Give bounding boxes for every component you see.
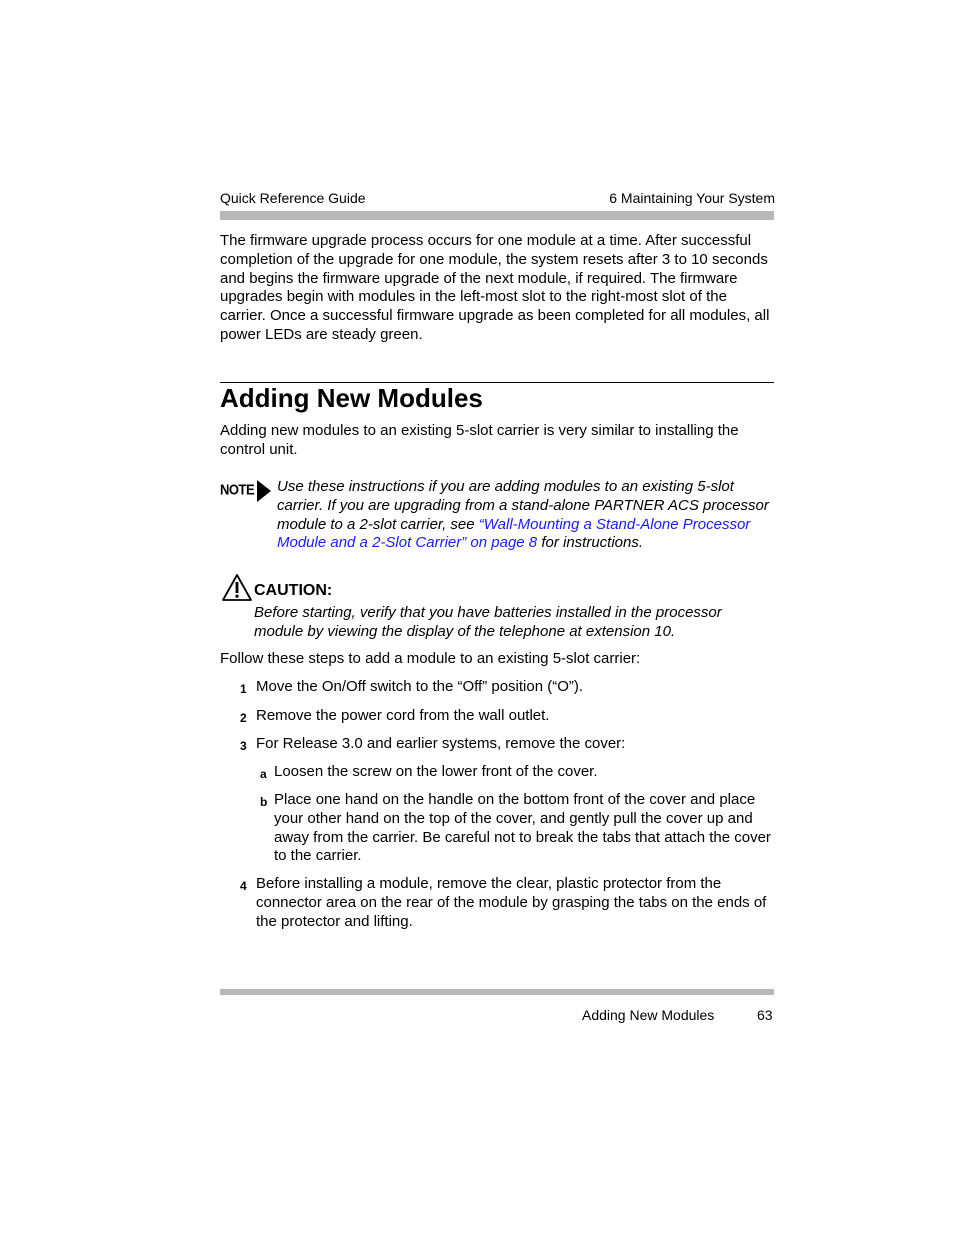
footer-bar xyxy=(220,989,774,995)
running-header-left: Quick Reference Guide xyxy=(220,190,366,206)
substep-text: Loosen the screw on the lower front of the cover. xyxy=(274,763,598,780)
list-item xyxy=(220,678,776,698)
section-intro: Adding new modules to an existing 5-slot carrier is very similar to installing the control unit. xyxy=(220,422,739,458)
note-text-before: Use these instructions if you are adding modules to an existing 5-slot carrier. If you are upgrading from a stand-alone PARTNER ACS processor module to a 2-slot carrier, see xyxy=(277,478,769,533)
step-text: Move the On/Off switch to the “Off” position (“O”). xyxy=(256,678,584,695)
note-cross-reference-link[interactable]: “Wall-Mounting a Stand-Alone Processor Module and a 2-Slot Carrier” on page 8 xyxy=(277,515,751,552)
footer-section: Adding New Modules xyxy=(582,1007,715,1023)
step-number: 1 xyxy=(240,682,247,696)
steps-intro: Follow these steps to add a module to an existing 5-slot carrier: xyxy=(220,650,641,667)
section-title: Adding New Modules xyxy=(220,383,483,413)
list-item xyxy=(220,735,776,755)
note-text xyxy=(277,478,777,553)
note-text-after: for instructions. xyxy=(537,534,644,552)
substep-letter: b xyxy=(260,795,268,809)
substep-letter: a xyxy=(260,767,267,781)
step-number: 3 xyxy=(240,739,247,753)
list-item xyxy=(220,763,776,783)
caution-text: Before starting, verify that you have batteries installed in the processor module by viewing the display of the telephone at extension 10. xyxy=(254,604,722,640)
caution-label: CAUTION: xyxy=(254,582,333,599)
step-text: Remove the power cord from the wall outlet. xyxy=(256,707,550,724)
header-bar xyxy=(220,211,774,220)
step-text: Before installing a module, remove the clear, plastic protector from the connector area on the rear of the module by grasping the tabs on the ends of the protector and lifting. xyxy=(256,875,767,930)
note-label xyxy=(220,480,274,502)
step-number: 4 xyxy=(240,879,247,893)
list-item xyxy=(220,707,776,727)
note-label-text: NOTE xyxy=(220,480,255,499)
running-header-right: 6 Maintaining Your System xyxy=(609,190,775,206)
step-number: 2 xyxy=(240,711,247,725)
substep-text: Place one hand on the handle on the bottom front of the cover and place your other hand on the top of the cover, and gently pull the cover up and away from the carrier. Be careful not to break the tabs that attach the cover to the carrier. xyxy=(274,791,771,865)
intro-paragraph: The firmware upgrade process occurs for one module at a time. After successful completion of the upgrade for one module, the system resets after 3 to 10 seconds and begins the firmware upgrade of the next module, if required. The firmware upgrades begin with modules in the left-most slot to the right-most slot of the carrier. Once a successful firmware upgrade as been completed for all modules, all power LEDs are steady green. xyxy=(220,232,770,343)
page-number: 63 xyxy=(757,1007,773,1023)
note-arrow-icon xyxy=(256,480,272,502)
step-text: For Release 3.0 and earlier systems, remove the cover: xyxy=(256,735,626,752)
list-item xyxy=(220,791,776,867)
caution-warning-icon xyxy=(221,573,253,602)
list-item xyxy=(220,875,776,935)
